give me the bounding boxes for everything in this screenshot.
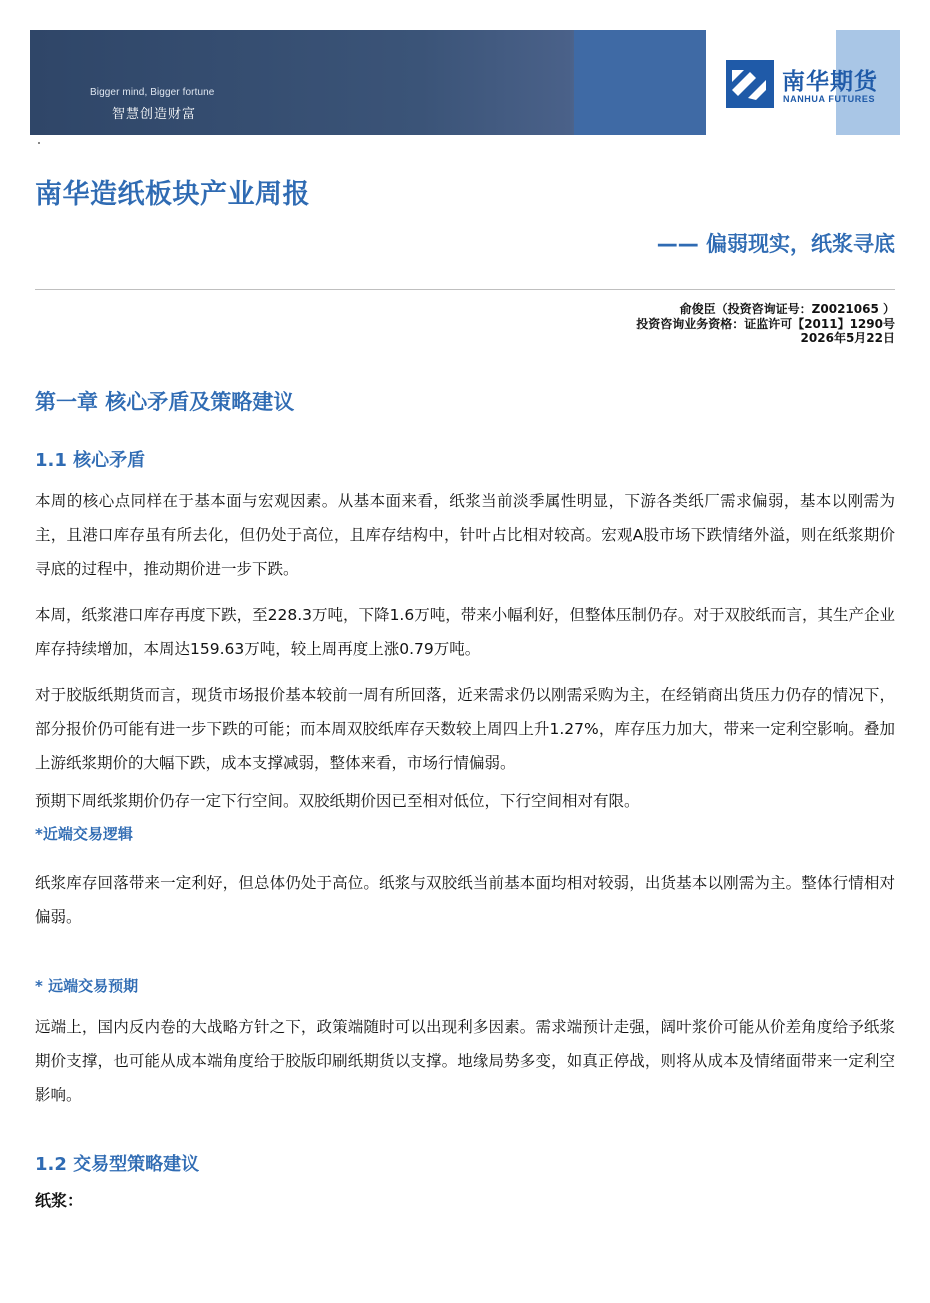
author-name: 俞俊臣（投资咨询证号：Z0021065 ）: [679, 302, 895, 316]
pulp-label: 纸浆：: [35, 1191, 84, 1210]
logo-text-en: NANHUA FUTURES: [783, 94, 876, 104]
paragraph: 预期下周纸浆期价仍存一定下行空间。双胶纸期价因已至相对低位，下行空间相对有限。: [35, 792, 640, 810]
near-logic-text: 纸浆库存回落带来一定利好，但总体仍处于高位。纸浆与双胶纸当前基本面均相对较弱，出货基本以刚需为主。整体行情相对偏弱。: [35, 874, 895, 926]
far-expectation-heading: * 远端交易预期: [35, 977, 139, 995]
report-date: 2026年5月22日: [800, 331, 895, 345]
report-subtitle: —— 偏弱现实，纸浆寻底: [656, 232, 895, 256]
far-expectation-text: 远端上，国内反内卷的大战略方针之下，政策端随时可以出现利多因素。需求端预计走强，阔叶浆价可能从价差角度给予纸浆期价支撑，也可能从成本端角度给于胶版印刷纸期货以支撑。地缘局势多变，如真正停战，则将从成本及情绪面带来一定利空影响。: [35, 1018, 895, 1104]
paragraph: 对于胶版纸期货而言，现货市场报价基本较前一周有所回落，近来需求仍以刚需采购为主，在经销商出货压力仍存的情况下，部分报价仍可能有进一步下跌的可能；而本周双胶纸库存天数较上周四上升1.27%，库存压力加大，带来一定利空影响。叠加上游纸浆期价的大幅下跌，成本支撑减弱，整体来看，市场行情偏弱。: [35, 686, 895, 772]
slogan-en: Bigger mind, Bigger fortune: [90, 87, 215, 98]
decorative-dot: [38, 142, 40, 144]
author-info: [636, 302, 895, 346]
chapter-heading: 第一章 核心矛盾及策略建议: [35, 390, 295, 414]
header-banner: [30, 30, 900, 135]
banner-stripe: [574, 30, 706, 135]
section-heading-strategy: 1.2 交易型策略建议: [35, 1154, 200, 1175]
license-info: 投资咨询业务资格：证监许可【2011】1290号: [636, 316, 895, 331]
near-logic-heading: *近端交易逻辑: [35, 825, 133, 843]
slogan-cn: 智慧创造财富: [112, 107, 197, 122]
logo-text-cn: 南华期货: [782, 69, 878, 95]
section-heading-core: 1.1 核心矛盾: [35, 450, 146, 471]
divider: [35, 289, 895, 290]
company-logo: [726, 60, 896, 108]
paragraph: 本周，纸浆港口库存再度下跌，至228.3万吨，下降1.6万吨，带来小幅利好，但整体压制仍存。对于双胶纸而言，其生产企业库存持续增加，本周达159.63万吨，较上周再度上涨0.79万吨。: [35, 606, 895, 658]
nanhua-logo-icon: [726, 60, 774, 108]
paragraph: 本周的核心点同样在于基本面与宏观因素。从基本面来看，纸浆当前淡季属性明显，下游各类纸厂需求偏弱，基本以刚需为主，且港口库存虽有所去化，但仍处于高位，且库存结构中，针叶占比相对较高。宏观A股市场下跌情绪外溢，则在纸浆期价寻底的过程中，推动期价进一步下跌。: [35, 492, 895, 578]
report-title: 南华造纸板块产业周报: [35, 179, 310, 210]
report-body: [35, 382, 895, 1216]
